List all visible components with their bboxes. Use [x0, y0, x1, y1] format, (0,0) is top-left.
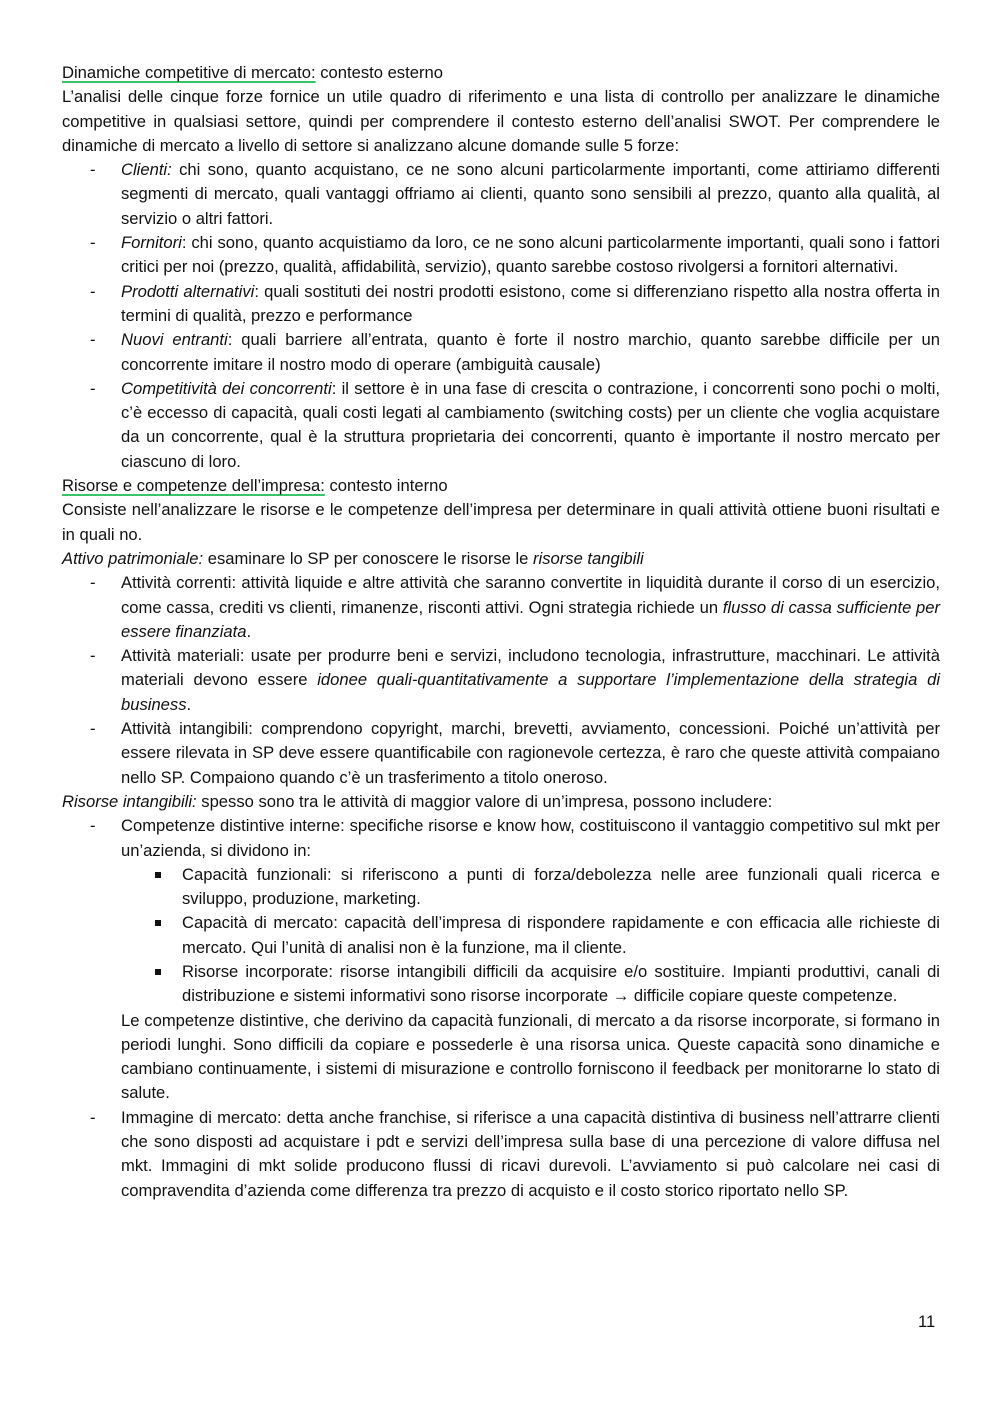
paragraph-text: spesso sono tra le attività di maggior valore di un’impresa, possono includere: — [196, 791, 773, 811]
intangibili-paragraph — [62, 790, 940, 814]
section-title: Dinamiche competitive di mercato: — [62, 63, 316, 82]
paragraph-text: esaminare lo SP per conoscere le risorse le — [203, 548, 534, 568]
attivo-paragraph — [62, 547, 940, 571]
section-heading-internal — [62, 474, 940, 498]
item-text: : quali barriere all’entrata, quanto è forte il nostro marchio, quanto sarebbe difficile per un concorrente imitare il nostro modo di operare (ambiguità causale) — [121, 330, 940, 374]
term: Nuovi entranti — [121, 330, 228, 350]
section-title: Risorse e competenze dell’impresa: — [62, 476, 325, 496]
list-item — [62, 571, 940, 644]
emphasis: idonee quali-quantitativamente a supportare l’implementazione della strategia di business — [121, 670, 941, 714]
list-item — [62, 280, 940, 329]
item-tail: . — [186, 694, 192, 714]
term: Prodotti alternativi — [121, 281, 255, 301]
item-text: Attività intangibili: comprendono copyright, marchi, brevetti, avviamento, concessioni. Poiché un’attività per essere rilevata in SP deve essere quantificabile con ragionevole certezza, è raro che queste attività compaiano nello SP. Compaiono quando c’è un trasferimento a titolo oneroso. — [121, 719, 940, 787]
item-text: chi sono, quanto acquistano, ce ne sono alcuni particolarmente importanti, come attiriamo differenti segmenti di mercato, quali vantaggi offriamo ai clienti, quanto sono sensibili al prezzo, quanto alla qualità, al servizio o altri fattori. — [121, 160, 940, 228]
section-title-suffix: contesto interno — [324, 476, 448, 496]
item-text: Attività correnti: attività liquide e altre attività che saranno convertite in liquidità durante il corso di un esercizio, come cassa, crediti vs clienti, rimanenze, risconti attivi. Ogni strategia richiede un — [121, 573, 940, 617]
list-item — [62, 158, 940, 231]
intangibili-list — [62, 814, 940, 863]
item-tail: . — [246, 621, 252, 641]
list-item — [62, 231, 940, 280]
list-item — [62, 814, 940, 863]
emphasis: flusso di cassa sufficiente per essere finanziata — [121, 597, 941, 641]
term: Fornitori — [121, 233, 182, 253]
paragraph-intro: L’analisi delle cinque forze fornice un utile quadro di riferimento e una lista di controllo per analizzare le dinamiche competitive in qualsiasi settore, quindi per comprendere il contesto esterno dell’analisi SWOT. Per comprendere le dinamiche di mercato a livello di settore si analizzano alcune domande sulle 5 forze: — [62, 87, 940, 155]
page-number: 11 — [918, 1312, 936, 1331]
immagine-list — [62, 1106, 940, 1203]
term: Competitività dei concorrenti — [121, 378, 332, 398]
item-text: Attività materiali: usate per produrre beni e servizi, includono tecnologia, infrastrutture, macchinari. Le attività materiali devono essere — [121, 646, 940, 690]
section-title-suffix: contesto esterno — [315, 63, 443, 82]
list-item — [62, 644, 940, 717]
five-forces-list — [62, 158, 940, 474]
paragraph-intro: Consiste nell’analizzare le risorse e le competenze dell’impresa per determinare in quali attività ottiene buoni risultati e in quali no. — [62, 500, 940, 544]
document-page — [62, 61, 940, 1203]
list-item — [62, 328, 940, 377]
item-text: Competenze distintive interne: specifiche risorse e know how, costituiscono il vantaggio competitivo sul mkt per un’azienda, si dividono in: — [121, 816, 940, 860]
emphasis: risorse tangibili — [533, 548, 644, 568]
sublist-item: Risorse incorporate: risorse intangibili difficili da acquisire e/o sostituire. Impianti produttivi, canali di distribuzione e sistemi informativi sono risorse incorporate → difficile copiare queste competenze. — [121, 960, 940, 1009]
item-text: : quali sostituti dei nostri prodotti esistono, come si differenziano rispetto alla nostra offerta in termini di qualità, prezzo e performance — [121, 281, 940, 325]
section-heading-external — [62, 61, 940, 85]
item-text: : chi sono, quanto acquistiamo da loro, ce ne sono alcuni particolarmente importanti, quali sono i fattori critici per noi (prezzo, qualità, affidabilità, servizio), quanto sarebbe costoso rivolgersi a fornitori alternativi. — [121, 233, 940, 277]
competenze-sublist — [62, 863, 940, 1009]
list-item — [62, 717, 940, 790]
list-item: - Immagine di mercato: detta anche franchise, si riferisce a una capacità distintiva di business nell’attrarre clienti che sono disposti ad acquistare i pdt e servizi dell’impresa sulla base di una percezione di valore diffusa nel mkt. Immagini di mkt solide producono flussi di ricavi durevoli. L’avviamento si può calcolare nei casi di compravendita d’azienda come differenza tra prezzo di acquisto e il costo storico riportato nello SP. — [62, 1106, 940, 1203]
term: Risorse intangibili: — [62, 791, 197, 811]
sublist-item: Capacità funzionali: si riferiscono a punti di forza/debolezza nelle aree funzionali quali ricerca e sviluppo, produzione, marketing. — [121, 863, 940, 912]
competenze-outro: Le competenze distintive, che derivino da capacità funzionali, di mercato a da risorse incorporate, si formano in periodi lunghi. Sono difficili da copiare e possederle è una risorsa unica. Queste capacità sono dinamiche e cambiano continuamente, i sistemi di misurazione e controllo forniscono il feedback per monitorarne lo stato di salute. — [121, 1010, 940, 1103]
list-item — [62, 377, 940, 474]
sublist-item: Capacità di mercato: capacità dell’impresa di rispondere rapidamente e con efficacia alle richieste di mercato. Qui l’unità di analisi non è la funzione, ma il cliente. — [121, 911, 940, 960]
attivo-list — [62, 571, 940, 790]
term: Clienti: — [121, 160, 172, 180]
item-text: : il settore è in una fase di crescita o contrazione, i concorrenti sono pochi o molti, c’è eccesso di capacità, quali costi legati al cambiamento (switching costs) per un cliente che voglia acquistare da un concorrente, qual è la struttura proprietaria dei concorrenti, quanto è importante il nostro mercato per ciascuno di loro. — [121, 378, 940, 471]
term: Attivo patrimoniale: — [62, 548, 204, 568]
